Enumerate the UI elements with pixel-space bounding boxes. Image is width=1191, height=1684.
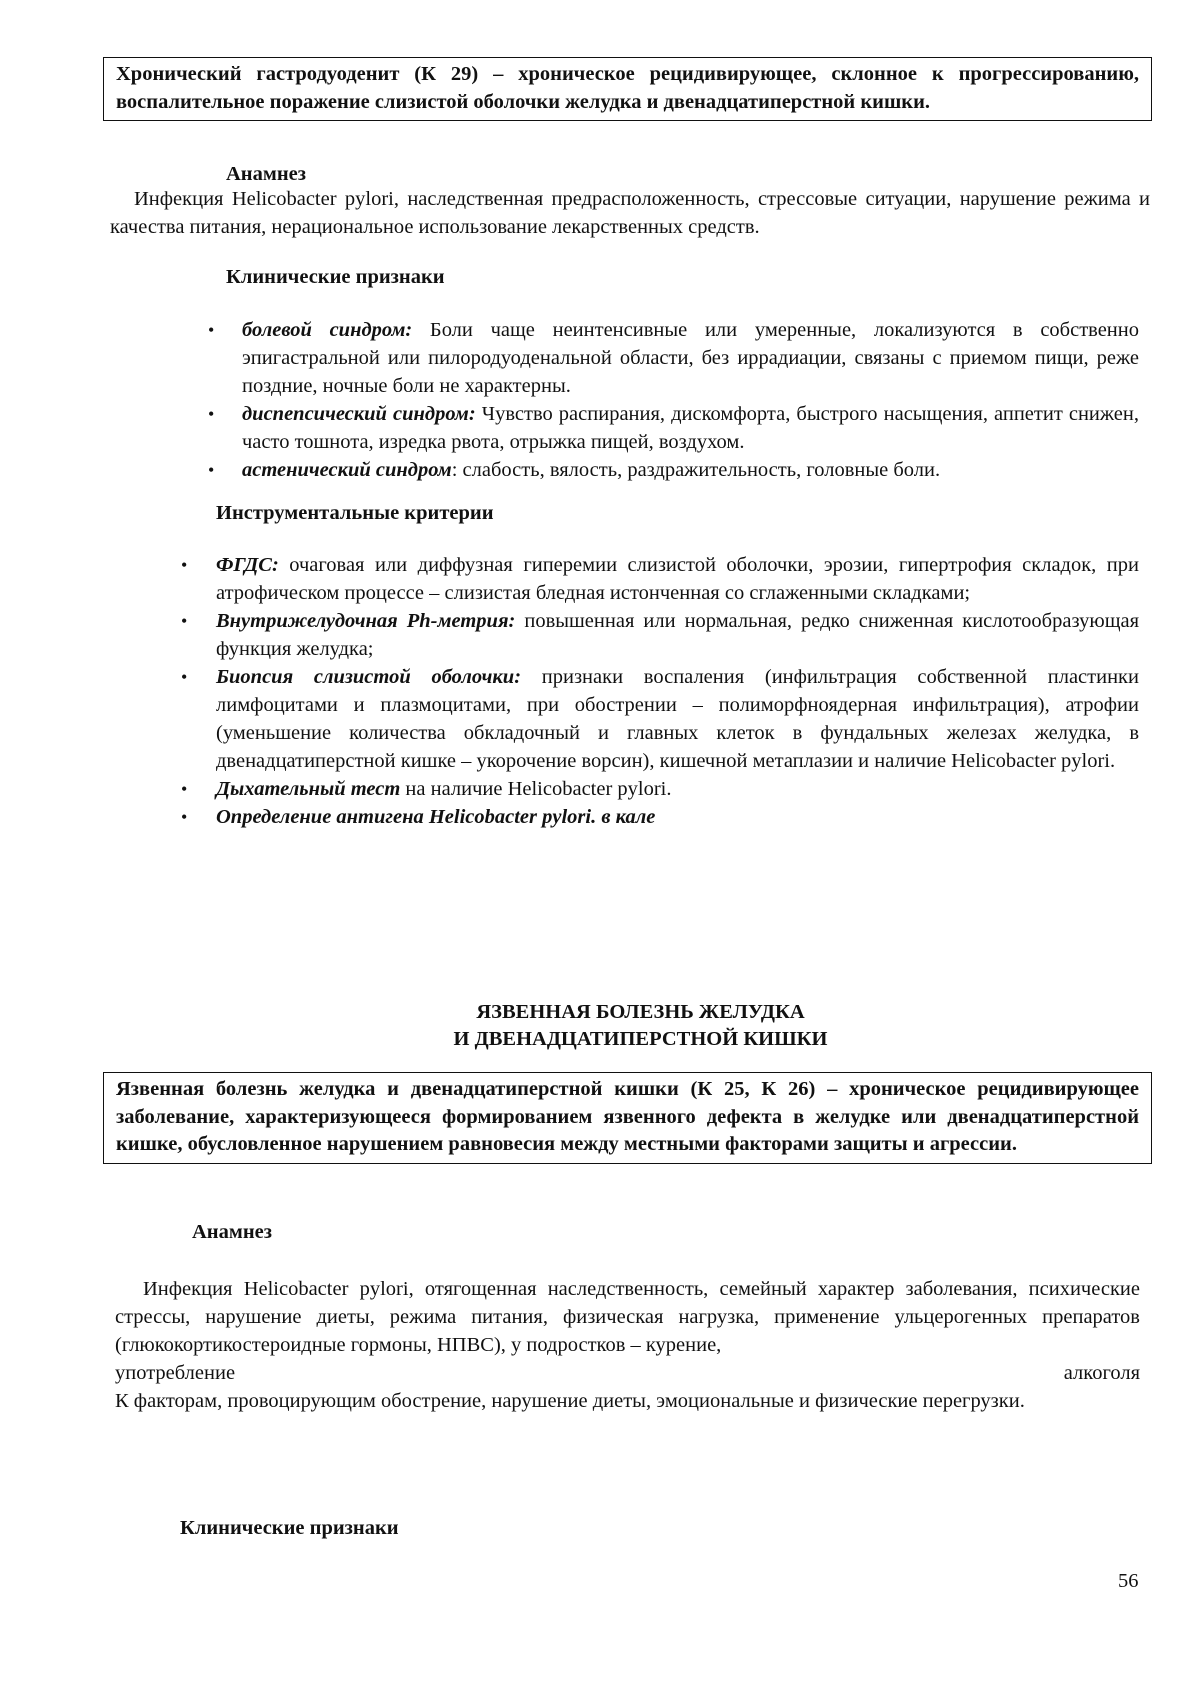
- item-term: астенический синдром: [242, 459, 452, 481]
- item-text: Боли чаще неинтенсивные или умеренные, локализуются в собственно эпигастральной или пилородуоденальной области, без иррадиации, связаны с приемом пищи, реже поздние, ночные боли не характерны.: [242, 319, 1140, 397]
- definition-text: Язвенная болезнь желудка и двенадцатиперстной кишки (К 25, К 26) – хроническое рецидивирующее заболевание, характеризующееся формированием язвенного дефекта в желудке или двенадцатиперстной кишке, обусловленное нарушением равновесия между местными факторами защиты и агрессии.: [116, 1078, 1139, 1155]
- anamnesis-line-2b: алкоголя: [1063, 1362, 1140, 1384]
- bullet-icon: •: [181, 779, 188, 799]
- definition-text: Хронический гастродуоденит (К 29) – хроническое рецидивирующее, склонное к прогрессированию, воспалительное поражение слизистой оболочки желудка и двенадцатиперстной кишки.: [116, 63, 1139, 113]
- list-item: [181, 803, 1139, 831]
- list-item: [181, 663, 1139, 775]
- instrumental-criteria-heading: Инструментальные критерии: [216, 502, 494, 524]
- anamnesis-heading-2: Анамнез: [192, 1221, 272, 1243]
- item-text: на наличие Helicobacter pylori.: [400, 778, 672, 800]
- item-text: : слабость, вялость, раздражительность, головные боли.: [451, 459, 941, 481]
- item-term: диспепсический синдром:: [242, 403, 476, 425]
- list-item: [208, 456, 1139, 484]
- clinical-signs-heading: Клинические признаки: [226, 266, 445, 288]
- definition-box-gastroduodenitis: [103, 57, 1152, 121]
- item-term: Биопсия слизистой оболочки:: [216, 666, 522, 688]
- section-title-line-2: И ДВЕНАДЦАТИПЕРСТНОЙ КИШКИ: [453, 1028, 828, 1050]
- list-item: [181, 607, 1140, 663]
- bullet-icon: •: [208, 404, 215, 424]
- bullet-icon: •: [181, 667, 188, 687]
- anamnesis-paragraph-2: [115, 1275, 1140, 1415]
- definition-box-peptic-ulcer: [103, 1072, 1152, 1164]
- item-text: признаки воспаления (инфильтрация собственной пластинки лимфоцитами и плазмоцитами, при обострении – полиморфноядерная инфильтрация), атрофии (уменьшение количества обкладочный и главных клеток в фундальных железах желудка, в двенадцатиперстной кишке – укорочение ворсин), кишечной метаплазии и наличие Helicobacter pylori.: [216, 666, 1139, 772]
- bullet-icon: •: [181, 555, 188, 575]
- bullet-icon: •: [181, 807, 188, 827]
- item-term: Определение антигена Helicobacter pylori. в кале: [216, 806, 656, 828]
- list-item: [181, 775, 1139, 803]
- bullet-icon: •: [181, 611, 188, 631]
- anamnesis-line-2a: употребление: [115, 1362, 236, 1384]
- bullet-icon: •: [208, 460, 215, 480]
- anamnesis-heading: Анамнез: [226, 163, 306, 185]
- instrumental-criteria-list: [181, 551, 1140, 831]
- bullet-icon: •: [208, 320, 215, 340]
- page-number: 56: [1118, 1570, 1139, 1592]
- item-text: очаговая или диффузная гиперемии слизистой оболочки, эрозии, гипертрофия складок, при атрофическом процессе – слизистая бледная истонченная со сглаженными складками;: [216, 554, 1139, 604]
- anamnesis-paragraph: [110, 185, 1150, 241]
- list-item: [181, 551, 1139, 607]
- list-item: [208, 400, 1139, 456]
- anamnesis-line-3: К факторам, провоцирующим обострение, нарушение диеты, эмоциональные и физические перегрузки.: [115, 1390, 1025, 1412]
- item-text: повышенная или нормальная, редко сниженная кислотообразующая функция желудка;: [216, 610, 1140, 660]
- section-title-line-1: ЯЗВЕННАЯ БОЛЕЗНЬ ЖЕЛУДКА: [476, 1001, 805, 1023]
- list-item: [208, 316, 1140, 400]
- item-text: Чувство распирания, дискомфорта, быстрого насыщения, аппетит снижен, часто тошнота, изредка рвота, отрыжка пищей, воздухом.: [242, 403, 1139, 453]
- item-term: ФГДС:: [216, 554, 279, 576]
- item-term: Дыхательный тест: [216, 778, 401, 800]
- anamnesis-line-1: Инфекция Helicobacter pylori, отягощенная наследственность, семейный характер заболевания, психические стрессы, нарушение диеты, режима питания, физическая нагрузка, применение ульцерогенных препаратов (глюкокортикостероидные гормоны, НПВС), у подростков – курение,: [115, 1278, 1140, 1356]
- clinical-signs-list: [208, 316, 1140, 484]
- item-term: болевой синдром:: [242, 319, 413, 341]
- clinical-signs-heading-2: Клинические признаки: [180, 1517, 399, 1539]
- item-term: Внутрижелудочная Ph-метрия:: [216, 610, 516, 632]
- anamnesis-text: Инфекция Helicobacter pylori, наследственная предрасположенность, стрессовые ситуации, нарушение режима и качества питания, нерациональное использование лекарственных средств.: [110, 188, 1150, 238]
